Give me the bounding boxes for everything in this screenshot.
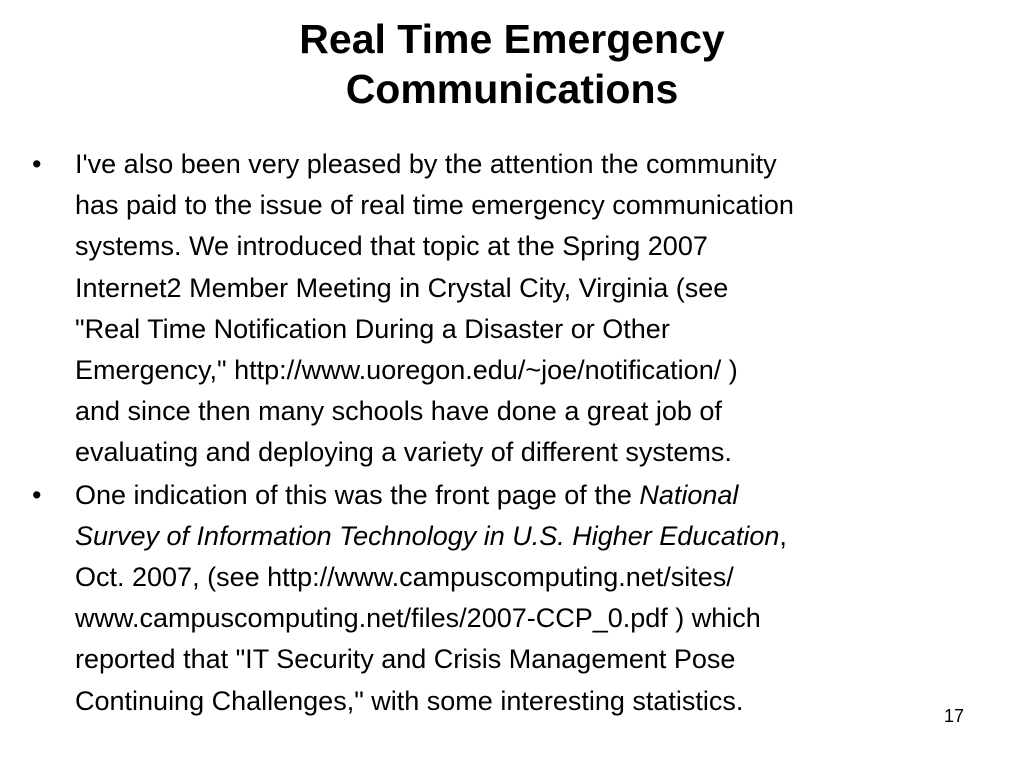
title-line-2: Communications [345, 66, 679, 112]
bullet-1-line-4: Internet2 Member Meeting in Crystal City, Virginia (see [75, 272, 729, 303]
title-line-1: Real Time Emergency [299, 16, 725, 62]
bullet-2-line-4: www.campuscomputing.net/files/2007-CCP_0.pdf ) which [75, 603, 761, 634]
bullet-1-line-8: evaluating and deploying a variety of different systems. [75, 437, 732, 468]
publication-title-part-2: Survey of Information Technology in U.S. Higher Education [75, 520, 780, 551]
bullet-1-line-2: has paid to the issue of real time emergency communication [75, 190, 794, 221]
bullet-2-line-1-text: One indication of this was the front page of the [75, 479, 640, 510]
bullet-2-line-3: Oct. 2007, (see http://www.campuscomputing.net/sites/ [75, 562, 734, 593]
bullet-list [32, 144, 997, 723]
bullet-2-line-5: reported that "IT Security and Crisis Management Pose [75, 644, 736, 675]
bullet-1-line-1: I've also been very pleased by the attention the community [75, 149, 777, 179]
bullet-item-2 [32, 475, 997, 722]
slide-title [0, 14, 1024, 114]
bullet-1-line-3: systems. We introduced that topic at the Spring 2007 [75, 231, 708, 262]
bullet-1-line-7: and since then many schools have done a great job of [75, 396, 722, 427]
publication-title-part-1: National [639, 479, 739, 510]
page-number: 17 [943, 706, 964, 726]
bullet-2-line-2 [75, 516, 997, 557]
bullet-2-line-2-text: , [779, 520, 787, 551]
bullet-1-line-6: Emergency," http://www.uoregon.edu/~joe/notification/ ) [75, 355, 738, 386]
bullet-2-line-1 [75, 475, 997, 516]
bullet-2-line-6: Continuing Challenges," with some interesting statistics. [75, 685, 744, 716]
bullet-1-line-5: "Real Time Notification During a Disaster or Other [75, 313, 670, 344]
bullet-item-1 [32, 144, 997, 474]
bullet-marker: • [32, 149, 42, 179]
bullet-marker: • [32, 479, 42, 510]
